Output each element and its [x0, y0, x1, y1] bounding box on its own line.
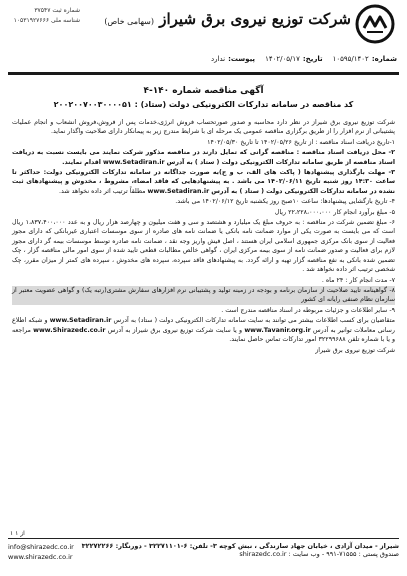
footer-website[interactable]: www.shirazedc.co.ir	[8, 553, 73, 561]
header-divider	[8, 72, 399, 75]
registration-number: شماره ثبت ۳۷۵۴۷	[34, 7, 80, 14]
notice-subtitle: کد مناقصه در سامانه تدارکات الکترونیکی دولت (ستاد) : ۲۰۰۲۰۰۷۰۰۳۰۰۰۰۵۱	[53, 100, 354, 109]
item-2: ۲- محل دریافت اسناد مناقصه : مناقصه گرانی که تمایل دارند در مناقصه مذکور شرکت نمایند می بایست نسبت به دریافت اسناد مناقصه از طریق سامانه تدارکات الکترونیکی دولت ( ستاد ) به آدرس www.Setadiran.ir اقدام نمایند.	[12, 149, 395, 166]
notice-title: آگهی مناقصه شماره ۱۴۰-۴	[143, 86, 264, 96]
item-4: ۴- تاریخ بازگشایی پیشنهادها: ساعت ۱۰صبح روز یکشنبه تاریخ ۱۴۰۲/۰۶/۱۲ می باشد.	[175, 198, 395, 206]
shirazedc-link[interactable]: www.Shirazedc.co.ir	[33, 326, 106, 334]
footer	[8, 538, 399, 573]
notice-body	[12, 118, 395, 356]
item-7: ۷- مدت انجام کار : ۲۴ ماه .	[321, 276, 395, 284]
letter-meta	[10, 52, 397, 66]
footer-address: شیراز - میدان آزادی ، خیابان جهاد سازندگی ، نبش کوچه ۳- تلفن: ۶-۳۲۲۷۱۱۰۱ - دورنگار: ۳۲۲۷۲۲۶۶	[81, 542, 399, 550]
company-type: (سهامی خاص)	[104, 17, 154, 26]
item-3: ۳- مهلت بارگذاری پیشنهادها ( پاکت های الف، ب و ج)به صورت جداگانه در سامانه تدارکات الکترونیکی دولت: حداکثر تا ساعت ۱۴:۳۰ روز شنبه تاریخ ۱۴۰۲/۰۶/۱۱ می باشد . به پیشنهادهایی که فاقد امضاء، مشروط ، مخدوش و پیشنهادهای ثبت نشده در سامانه تدارکات الکترونیکی دولت ( ستاد ) به آدرس www.Setadiran.ir مطلقاً ترتیب اثر داده نخواهد شد.	[12, 169, 396, 195]
setadiran-link-3[interactable]: www.Setadiran.ir	[49, 317, 112, 325]
item-5: ۵- مبلغ برآورد انجام کار ۲۲،۲۲۸،۰۰۰،۰۰۰ ریال	[274, 208, 395, 216]
signature: شرکت توزیع نیروی برق شیراز	[315, 347, 395, 355]
footer-postal: صندوق پستی : ۷۱۵۵۵-۹۹۱ - وب سایت : shirazedc.co.ir	[239, 550, 399, 558]
company-title: شرکت توزیع نیروی برق شیراز	[159, 10, 351, 28]
item-6: ۶- مبلغ تضمین شرکت در مناقصه : به حروف مبلغ یک میلیارد و هشتصد و سی و هفت میلیون و چهارصد هزار ریال و به عدد ۱،۸۳۷،۴۰۰،۰۰۰ ریال است که می بایست به صورت یکی از موارد ضمانت نامه بانکی یا ضمانت نامه های صادره از سوی موسسات اعتباری غیربانکی که دارای مجوز فعالیت از سوی بانک مرکزی جمهوری اسلامی ایران هستند ، اصل فیش واریز وجه نقد ، ضمانت نامه صادره توسط موسسات بیمه گر دارای مجوز لازم برای فعالیت و صدور ضمانت نامه از سوی بیمه مرکزی ایران ، گواهی خالص مطالبات قطعی تایید شده از سوی امور مالی مناقصه گزار ، چک تضمین شده بانکی به نفع مناقصه گزار تهیه و ارائه گردد. به پیشنهادهای فاقد سپرده، سپرده های مخدوش ، سپرده های کمتر از میزان مقرر، چک شخصی ترتیب اثر داده نخواهد شد .	[12, 219, 395, 274]
item-8: ۸- گواهینامه تایید صلاحیت از سازمان برنامه و بودجه در زمینه تولید و پشتیبانی نرم افزارهای سفارش مشتری(رتبه یک) و گواهی عضویت معتبر از سازمان نظام صنفی رایانه ای کشور	[12, 286, 395, 304]
intro-paragraph: شرکت توزیع نیروی برق شیراز در نظر دارد محاسبه و صدور صورتحساب فروش انرژی،خدمات پس از فروش،فروش انشعاب و انجام عملیات پشتیبانی از نرم افزار را از طریق برگزاری مناقصه عمومی یک مرحله ای با شرایط مندرج زیر به پیمانکار دارای صلاحیت واگذار نماید.	[12, 119, 395, 136]
national-id: شناسه ملی ۱۰۵۳۱۹۲۷۶۶۶	[13, 17, 80, 24]
setadiran-link[interactable]: www.Setadiran.ir	[102, 158, 165, 166]
letter-number: شماره:۱۰۵۹۵/۱۴۰۲	[332, 55, 397, 63]
footer-email[interactable]: info@shirazedc.co.ir	[8, 543, 74, 551]
item-9: ۹- سایر اطلاعات و جزئیات مربوطه در اسناد مناقصه مندرج است .	[221, 306, 395, 314]
tavanir-link[interactable]: www.Tavanir.org.ir	[244, 326, 311, 334]
letterhead	[8, 4, 399, 48]
letter-date: تاریخ:۱۴۰۲/۰۵/۱۷	[265, 55, 323, 63]
page-number: ۱ از ۱	[10, 530, 25, 537]
item-1: ۱-تاریخ دریافت اسناد مناقصه : از تاریخ ۱۴۰۲/۰۵/۲۶ تا تاریخ ۱۴۰۲/۰۵/۳۰	[207, 138, 395, 146]
registration-info	[10, 6, 80, 26]
company-name	[104, 10, 351, 28]
company-logo-icon	[355, 4, 395, 44]
contact-paragraph: متقاضیان برای کسب اطلاعات بیشتر می توانند به سایت سامانه تدارکات الکترونیکی دولت ( ستاد) به آدرس www.Setadiran.ir و شبکه اطلاع رسانی معاملات توانیر به آدرس www.Tavanir.org.ir و یا سایت شرکت توزیع نیروی برق شیراز به آدرس www.Shirazedc.co.ir مراجعه و یا با شماره تلفن ۳۲۲۹۹۶۸۸ امور تدارکات تماس حاصل نمایند.	[12, 317, 395, 343]
letter-attachment: پیوست:ندارد	[211, 55, 256, 63]
setadiran-link-2[interactable]: www.Setadiran.ir	[147, 187, 210, 195]
